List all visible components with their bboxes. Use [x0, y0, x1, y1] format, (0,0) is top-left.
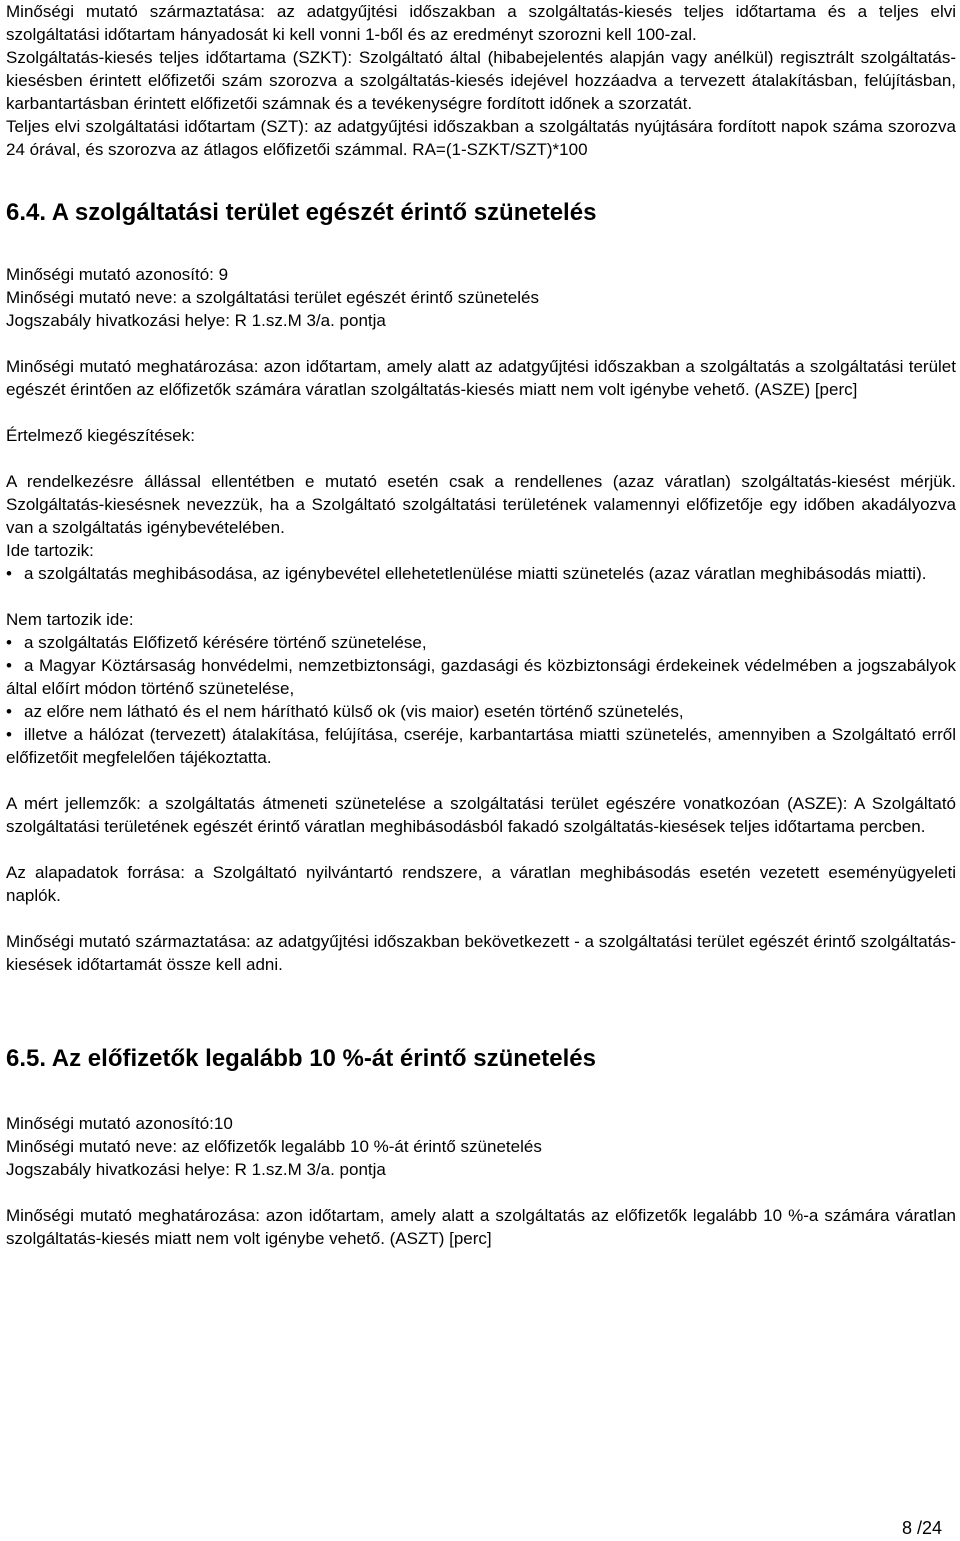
data-source: Az alapadatok forrása: a Szolgáltató nyilvántartó rendszere, a váratlan meghibásodás esetén vezetett eseményügyeleti naplók. — [6, 863, 956, 905]
list-item: • a szolgáltatás Előfizető kérésére történő szünetelése, — [6, 633, 427, 652]
indicator-definition: Minőségi mutató meghatározása: azon időtartam, amely alatt az adatgyűjtési időszakban a szolgáltatás a szolgáltatási terület egészét érintően az előfizetők számára váratlan szolgáltatás-kiesés miatt nem volt igénybe vehető. (ASZE) [perc] — [6, 357, 956, 399]
szkt-paragraph: Szolgáltatás-kiesés teljes időtartama (SZKT): Szolgáltató által (hibabejelentés alapján vagy anélkül) regisztrált szolgáltatás-kiesésben érintett előfizetői szám szorozva a szolgáltatás-kiesés idejével hozzáadva a tervezett átalakításban, felújításban, karbantartásban érintett előfizetői számnak és a tevékenységre fordított időnek a szorzatát. — [6, 48, 956, 113]
explanatory-title: Értelmező kiegészítések: — [6, 426, 195, 445]
document-page — [6, 0, 956, 1250]
measured-characteristics: A mért jellemzők: a szolgáltatás átmeneti szünetelése a szolgáltatási terület egészére vonatkozóan (ASZE): A Szolgáltató szolgáltatási területének egészét érintő váratlan meghibásodásból fakadó szolgáltatás-kiesések teljes időtartama percben. — [6, 794, 956, 836]
law-reference-line: Jogszabály hivatkozási helye: R 1.sz.M 3/a. pontja — [6, 1160, 386, 1179]
bullet-icon: • — [6, 702, 12, 721]
indicator-definition: Minőségi mutató meghatározása: azon időtartam, amely alatt a szolgáltatás az előfizetők legalább 10 %-a számára váratlan szolgáltatás-kiesés miatt nem volt igénybe vehető. (ASZT) [perc] — [6, 1206, 956, 1248]
excludes-list — [6, 631, 956, 769]
indicator-id-line: Minőségi mutató azonosító:10 — [6, 1114, 233, 1133]
bullet-icon: • — [6, 725, 12, 744]
derivation-prev-paragraph: Minőségi mutató származtatása: az adatgyűjtési időszakban a szolgáltatás-kiesés teljes időtartama és a teljes elvi szolgáltatási időtartam hányadosát ki kell vonni 1-ből és az eredményt szorozni kell 100-zal. — [6, 2, 956, 44]
excludes-title: Nem tartozik ide: — [6, 610, 134, 629]
bullet-icon: • — [6, 564, 12, 583]
list-item: • a Magyar Köztársaság honvédelmi, nemzetbiztonsági, gazdasági és közbiztonsági érdekeinek védelmében a jogszabályok által előírt módon történő szünetelése, — [6, 656, 956, 698]
section-6-5-heading: 6.5. Az előfizetők legalább 10 %-át érintő szünetelés — [6, 1045, 596, 1072]
szt-paragraph: Teljes elvi szolgáltatási időtartam (SZT): az adatgyűjtési időszakban a szolgáltatás nyújtására fordított napok száma szorozva 24 órával, és szorozva az átlagos előfizetői számmal. RA=(1-SZKT/SZT)*100 — [6, 117, 956, 159]
indicator-name-line: Minőségi mutató neve: az előfizetők legalább 10 %-át érintő szünetelés — [6, 1137, 542, 1156]
includes-list — [6, 562, 956, 585]
list-item: • a szolgáltatás meghibásodása, az igénybevétel ellehetetlenülése miatti szünetelés (azaz váratlan meghibásodás miatti). — [6, 564, 927, 583]
indicator-id-line: Minőségi mutató azonosító: 9 — [6, 265, 229, 284]
page-number: 8 /24 — [901, 1518, 942, 1538]
list-item: • az előre nem látható és el nem hárítható külső ok (vis maior) esetén történő szünetelés, — [6, 702, 684, 721]
explanatory-text: A rendelkezésre állással ellentétben e mutató esetén csak a rendellenes (azaz váratlan) szolgáltatás-kiesést mérjük. Szolgáltatás-kiesésnek nevezzük, ha a Szolgáltató szolgáltatási területének valamennyi előfizetője egy időben akadályozva van a szolgáltatás igénybevételében. — [6, 472, 956, 537]
law-reference-line: Jogszabály hivatkozási helye: R 1.sz.M 3/a. pontja — [6, 311, 386, 330]
bullet-icon: • — [6, 656, 12, 675]
indicator-derivation: Minőségi mutató származtatása: az adatgyűjtési időszakban bekövetkezett - a szolgáltatási terület egészét érintő szolgáltatás-kiesések időtartamát össze kell adni. — [6, 932, 956, 974]
includes-title: Ide tartozik: — [6, 541, 94, 560]
bullet-icon: • — [6, 633, 12, 652]
indicator-name-line: Minőségi mutató neve: a szolgáltatási terület egészét érintő szünetelés — [6, 288, 539, 307]
section-6-4-heading: 6.4. A szolgáltatási terület egészét érintő szünetelés — [6, 199, 597, 226]
list-item: • illetve a hálózat (tervezett) átalakítása, felújítása, cseréje, karbantartása miatti szünetelés, amennyiben a Szolgáltató erről előfizetőit megfelelően tájékoztatta. — [6, 725, 956, 767]
